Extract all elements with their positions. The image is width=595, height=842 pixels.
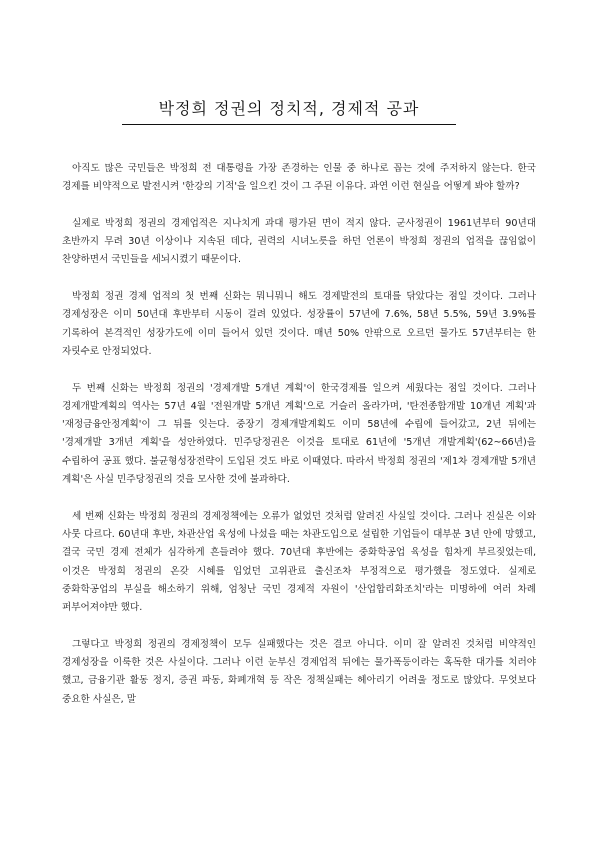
page-title: 박정희 정권의 정치적, 경제적 공과 <box>158 99 420 118</box>
document-body <box>62 160 536 727</box>
paragraph-6: 그렇다고 박정희 정권의 경제정책이 모두 실패했다는 것은 결코 아니다. 이미 잘 알려진 것처럼 비약적인 경제성장을 이룩한 것은 사실이다. 그러나 이런 눈부신 경제업적 뒤에는 물가폭등이라는 혹독한 대가를 치러야 했고, 금융기관 활동 정지, 증권 파동, 화폐개혁 등 작은 정책실패는 헤아리기 어려울 정도로 많았다. 무엇보다 중요한 사실은, 말 <box>62 638 536 705</box>
paragraph-3: 박정희 정권 경제 업적의 첫 번째 신화는 뭐니뭐니 해도 경제발전의 토대를 닦았다는 점일 것이다. 그러나 경제성장은 이미 50년대 후반부터 시동이 걸려 있었다. 성장률이 57년에 7.6%, 58년 5.5%, 59년 3.9%를 기록하여 본격적인 성장가도에 이미 들어서 있던 것이다. 매년 50% 안팎으로 오르던 물가도 57년부터는 한 자릿수로 안정되었다. <box>62 291 536 357</box>
title-block <box>120 98 458 120</box>
paragraph-2: 실제로 박정희 정권의 경제업적은 지나치게 과대 평가된 면이 적지 않다. 군사정권이 1961년부터 90년대 초반까지 무려 30년 이상이나 지속된 데다, 권력의 시녀노릇을 하던 언론이 박정희 정권의 업적을 끊임없이 찬양하면서 국민들을 세뇌시켰기 때문이다. <box>62 217 536 266</box>
paragraph-5: 세 번째 신화는 박정희 정권의 경제정책에는 오류가 없었던 것처럼 알려진 사실일 것이다. 그러나 진실은 이와 사뭇 다르다. 60년대 후반, 차관산업 육성에 나섰을 때는 차관도입으로 설립한 기업들이 대부분 3년 안에 망했고, 결국 국민 경제 전체가 심각하게 흔들려야 했다. 70년대 후반에는 중화학공업 육성을 힘차게 부르짖었는데, 이것은 박정희 정권의 온갖 시혜를 입었던 고위관료 출신조차 부정적으로 평가했을 정도였다. 실제로 중화학공업의 부실을 해소하기 위해, 엄청난 국민 경제적 자원이 '산업합리화조치'라는 미명하에 여러 차례 퍼부어져야만 했다. <box>62 510 536 614</box>
title-underline <box>122 124 456 125</box>
paragraph-1: 아직도 많은 국민들은 박정희 전 대통령을 가장 존경하는 인물 중 하나로 꼽는 것에 주저하지 않는다. 한국 경제를 비약적으로 발전시켜 '한강의 기적'을 일으킨 것이 그 주된 이유다. 과연 이런 현실을 어떻게 봐야 할까? <box>62 163 536 193</box>
paragraph-4: 두 번째 신화는 박정희 정권의 '경제개발 5개년 계획'이 한국경제를 일으켜 세웠다는 점일 것이다. 그러나 경제개발계획의 역사는 57년 4월 '전원개발 5개년 계획'으로 거슬러 올라가며, '탄전종합개발 10개년 계획'과 '재정금융안정계획'이 그 뒤를 잇는다. 중장기 경제개발계획도 이미 58년에 수립에 들어갔고, 2년 뒤에는 '경제개발 3개년 계획'을 성안하였다. 민주당정권은 이것을 토대로 61년에 '5개년 개발계획'(62~66년)을 수립하여 공표 했다. 불균형성장전략이 도입된 것도 바로 이때였다. 따라서 박정희 정권의 '제1차 경제개발 5개년 계획'은 사실 민주당정권의 것을 모사한 것에 불과하다. <box>62 382 536 486</box>
